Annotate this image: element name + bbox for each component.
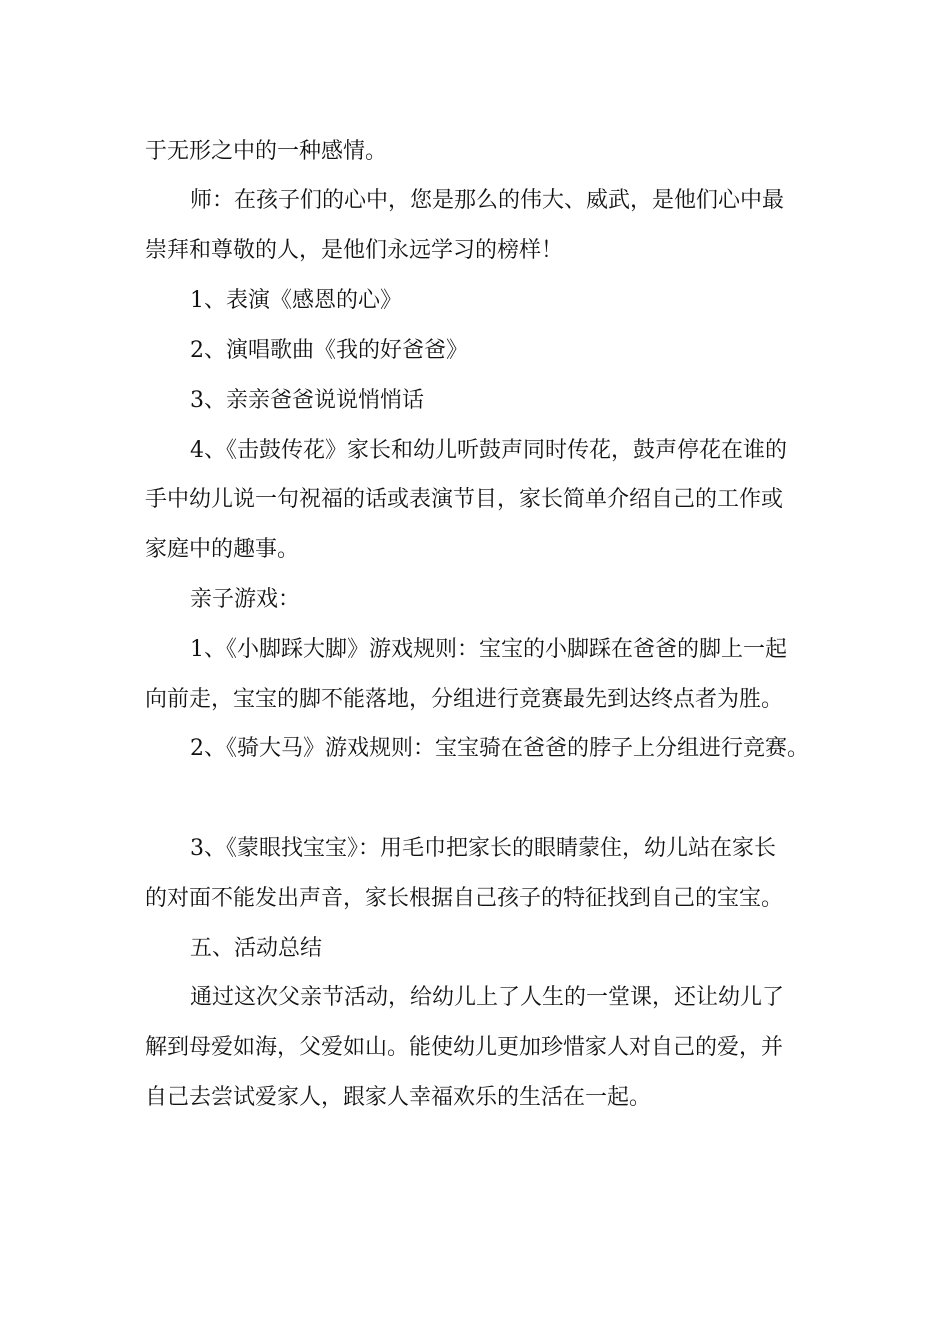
list-item: 2、《骑大马》游戏规则：宝宝骑在爸爸的脖子上分组进行竞赛。 (190, 736, 809, 761)
list-item: 1、《小脚踩大脚》游戏规则：宝宝的小脚踩在爸爸的脚上一起 (190, 637, 787, 662)
paragraph-line: 于无形之中的一种感情。 (145, 139, 388, 164)
paragraph-line: 的对面不能发出声音，家长根据自己孩子的特征找到自己的宝宝。 (145, 886, 784, 911)
paragraph-line: 向前走，宝宝的脚不能落地，分组进行竞赛最先到达终点者为胜。 (145, 687, 784, 712)
paragraph-line: 通过这次父亲节活动，给幼儿上了人生的一堂课，还让幼儿了 (190, 985, 785, 1010)
list-item: 1、表演《感恩的心》 (190, 288, 402, 313)
paragraph-line: 手中幼儿说一句祝福的话或表演节目，家长简单介绍自己的工作或 (145, 487, 784, 512)
section-heading: 五、活动总结 (190, 936, 323, 961)
section-heading: 亲子游戏： (190, 587, 301, 612)
paragraph-line: 家庭中的趣事。 (145, 537, 300, 562)
paragraph-line: 自己去尝试爱家人，跟家人幸福欢乐的生活在一起。 (145, 1085, 652, 1110)
paragraph-line: 师：在孩子们的心中，您是那么的伟大、威武，是他们心中最 (190, 188, 785, 213)
list-item: 2、演唱歌曲《我的好爸爸》 (190, 338, 468, 363)
paragraph-line: 解到母爱如海，父爱如山。能使幼儿更加珍惜家人对自己的爱，并 (145, 1035, 784, 1060)
list-item: 3、《蒙眼找宝宝》：用毛巾把家长的眼睛蒙住，幼儿站在家长 (190, 836, 776, 861)
list-item: 4、《击鼓传花》家长和幼儿听鼓声同时传花，鼓声停花在谁的 (190, 438, 787, 463)
paragraph-line: 崇拜和尊敬的人，是他们永远学习的榜样！ (145, 238, 564, 263)
list-item: 3、亲亲爸爸说说悄悄话 (190, 388, 424, 413)
